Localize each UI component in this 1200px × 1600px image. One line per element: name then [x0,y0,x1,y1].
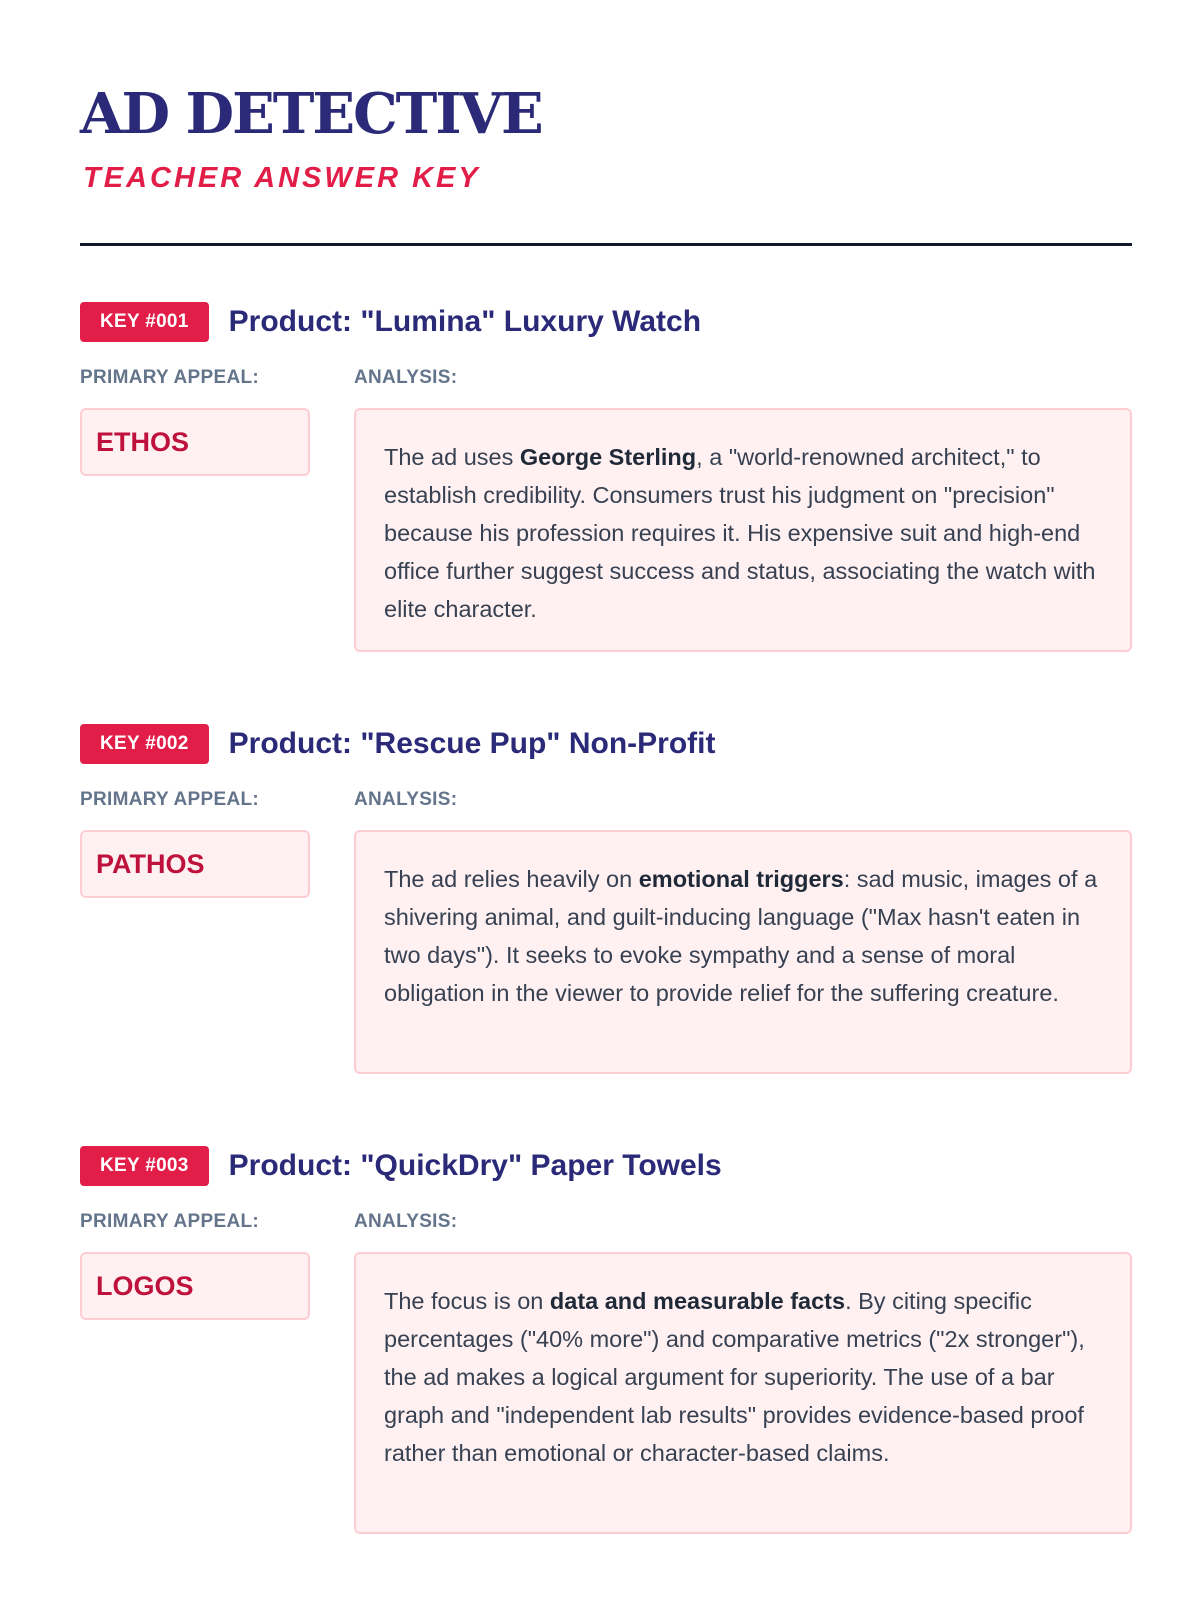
key-header [80,302,701,342]
key-badge: KEY #002 [80,724,209,764]
primary-appeal-label: PRIMARY APPEAL: [80,367,260,388]
analysis-highlight: data and measurable facts [549,1288,846,1314]
analysis-text-end: : sad music, images of a shivering animal, and guilt-inducing language ("Max hasn't eaten in two days"). It seeks to evoke sympathy and a sense of moral obligation in the viewer to provide relief for the suffering creature. [384,866,1098,1006]
analysis-text-end: , a "world-renowned architect," to establish credibility. Consumers trust his judgment on "precision" because his profession requires it. His expensive suit and high-end office further suggest success and status, associating the watch with elite character. [384,444,1096,622]
analysis-text-end: . By citing specific percentages ("40% more") and comparative metrics ("2x stronger"), the ad makes a logical argument for superiority. The use of a bar graph and "independent lab results" provides evidence-based proof rather than emotional or character-based claims. [384,1288,1085,1466]
analysis-highlight: emotional triggers [638,866,844,892]
key-section-001 [80,302,1132,662]
key-header [80,724,715,764]
product-title: Product: "Rescue Pup" Non-Profit [228,727,716,760]
analysis-label: ANALYSIS: [354,789,458,810]
primary-appeal-value: ETHOS [80,408,310,476]
analysis-label: ANALYSIS: [354,1211,458,1232]
product-title: Product: "Lumina" Luxury Watch [228,305,702,338]
analysis-text [354,830,1132,1074]
page-title: AD DETECTIVE [80,81,542,147]
primary-appeal-value: LOGOS [80,1252,310,1320]
analysis-text-start: The ad relies heavily on [384,866,639,892]
key-badge: KEY #001 [80,302,209,342]
analysis-text [354,1252,1132,1534]
header-divider [80,243,1132,246]
primary-appeal-label: PRIMARY APPEAL: [80,1211,260,1232]
key-header [80,1146,722,1186]
primary-appeal-value: PATHOS [80,830,310,898]
page-subtitle: TEACHER ANSWER KEY [83,162,481,194]
product-title: Product: "QuickDry" Paper Towels [228,1149,722,1182]
key-badge: KEY #003 [80,1146,209,1186]
analysis-text-start: The ad uses [384,444,520,470]
analysis-highlight: George Sterling [519,444,697,470]
key-section-002 [80,724,1132,1084]
analysis-text-start: The focus is on [384,1288,550,1314]
analysis-label: ANALYSIS: [354,367,458,388]
analysis-text [354,408,1132,652]
key-section-003 [80,1146,1132,1546]
primary-appeal-label: PRIMARY APPEAL: [80,789,260,810]
